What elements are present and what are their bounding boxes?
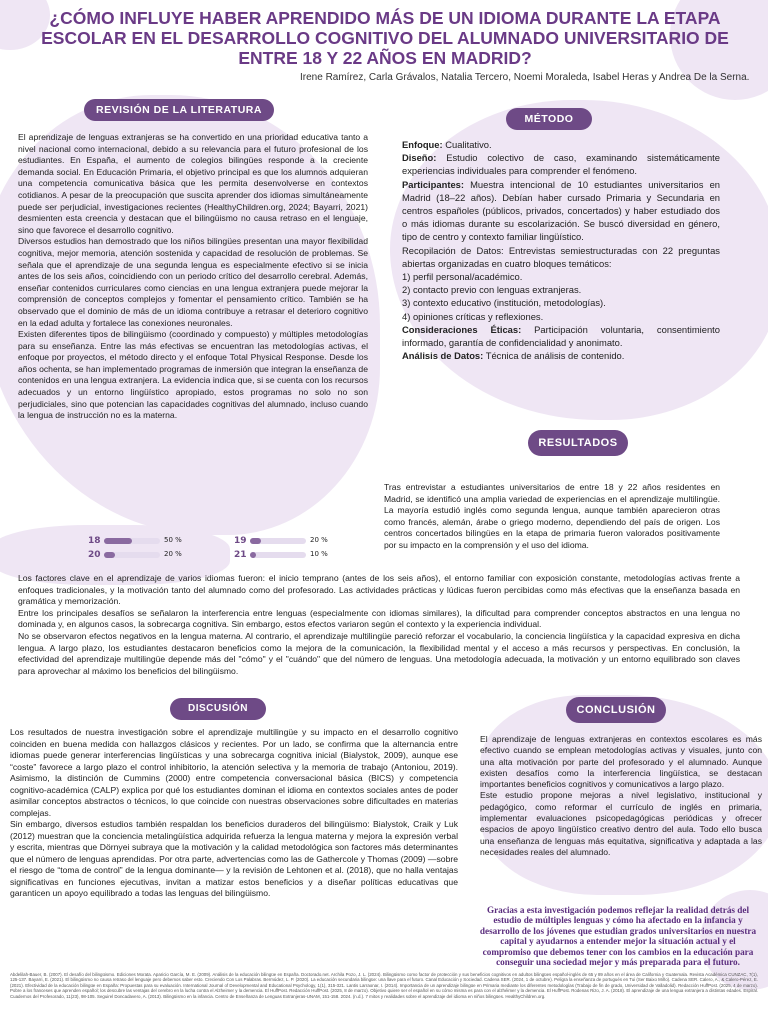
metodo-enfoque-value: Cualitativo. bbox=[442, 139, 492, 150]
age-stat-age: 18 bbox=[88, 536, 101, 546]
resultados-intro: Tras entrevistar a estudiantes universitarios de entre 18 y 22 años residentes en Madrid, se identificó una amplia variedad de experiencias en el aprendizaje multilingüe. La mayoría estudió inglés como segunda lengua, aunque también aparecieron otras como francés, alemán, árabe o griego moderno, dependiendo del país de origen. Los centros concertados bilingües en la etapa de primaria fueron valorados positivamente por su impacto en la comprensión y el uso del idioma. bbox=[384, 482, 720, 550]
revision-paragraph-1: El aprendizaje de lenguas extranjeras se ha convertido en una prioridad educativa tanto a nivel nacional como internacional, debido a su relevancia para el futuro profesional de los estudiantes. En España, el aumento de colegios bilingües responde a la creciente demanda social. En Educación Primaria, el objetivo principal es que los alumnos adquieran una competencia comunicativa básica que les permita desenvolverse en contextos cotidianos. A pesar de la preocupación que suscita aprender dos idiomas simultáneamente puede ser perjudicial, investigaciones recientes (HealthyChildren.org, 2024; Bayarri, 2021) desmienten esta creencia y destacan que el bilingüismo no causa retraso en el lenguaje, sino que favorece el desarrollo cognitivo. bbox=[18, 132, 368, 235]
metodo-eticas-label: Consideraciones Éticas: bbox=[402, 323, 522, 335]
age-stat-track bbox=[250, 552, 306, 558]
section-heading-discusion: DISCUSIÓN bbox=[170, 698, 266, 720]
age-stat-percent: 50 % bbox=[164, 536, 182, 544]
discusion-text bbox=[10, 727, 458, 900]
metodo-eticas bbox=[402, 323, 720, 349]
age-stat-fill bbox=[250, 552, 256, 558]
section-heading-resultados: RESULTADOS bbox=[528, 430, 628, 456]
metodo-analisis-label: Análisis de Datos: bbox=[402, 350, 484, 362]
revision-paragraph-2: Diversos estudios han demostrado que los niños bilingües presentan una mayor flexibilidad cognitiva, mejor memoria, atención sostenida y capacidad de resolución de problemas. Se señala que el aprendizaje de una segunda lengua es especialmente efectivo si se inicia antes de los seis años, coincidiendo con un periodo crítico del desarrollo cerebral. Además, enseñar contenidos curriculares como ciencias en una lengua extranjera puede mejorar la comprensión de conceptos complejos y fomentar el pensamiento crítico. También se ha observado que el dominio de más de un idioma contribuye a retrasar el deterioro cognitivo en la edad adulta y fortalece las conexiones neuronales. bbox=[18, 236, 368, 328]
discusion-paragraph-2: Sin embargo, diversos estudios también respaldan los beneficios duraderos del bilingüismo: Bialystok, Craik y Luk (2012) muestran que la conciencia metalingüística adquirida refuerza la lengua materna y mejora la expresión verbal y escrita, mientras que Dörnyei subraya que la motivación y la calidad metodológica son factores más determinantes que el número de lenguas aprendidas. Por otra parte, advertencias como las de Gathercole y Thomas (2009) —sobre el riesgo de “toma de control” de la lengua dominante— y la revisión de Lehtonen et al. (2018), que no halla ventajas significativas en funciones ejecutivas, invitan a matizar estos beneficios y a diseñar políticas educativas que garanticen un apoyo equilibrado a todas las lenguas del bilingüismo. bbox=[10, 819, 458, 898]
metodo-participantes-value: Muestra intencional de 10 estudiantes universitarios en Madrid (18–22 años). Debían haber cursado Primaria y Secundaria en centros españoles (públicos, privados, concertados) y haber estudiado dos o más idiomas durante su escolarización. Se buscó diversidad en género, tipo de centro y contexto familiar lingüístico. bbox=[402, 178, 720, 243]
metodo-bloque-3: 3) contexto educativo (institución, metodologías). bbox=[402, 297, 606, 309]
age-stat-percent: 20 % bbox=[164, 550, 182, 558]
section-heading-revision: REVISIÓN DE LA LITERATURA bbox=[84, 99, 274, 121]
metodo-diseno-value: Estudio colectivo de caso, examinando sistemáticamente experiencias individuales para comprender el fenómeno. bbox=[402, 152, 720, 177]
age-stat-track bbox=[104, 538, 160, 544]
resultados-paragraph-4: No se observaron efectos negativos en la lengua materna. Al contrario, el aprendizaje multilingüe pareció reforzar el vocabulario, la conciencia lingüística y la capacidad expresiva en dicha lengua. A largo plazo, los estudiantes destacaron beneficios como la mejora de la comunicación, la flexibilidad mental y el acceso a más recursos y perspectivas. En conclusión, la efectividad del aprendizaje multilingüe depende más del "cómo" y el "cuándo" que del número de lenguas. Una metodología adecuada, la motivación y un entorno equilibrado son claves para aprovechar al máximo los beneficios del bilingüismo. bbox=[18, 630, 740, 676]
acknowledgement-text: Gracias a esta investigación podemos reflejar la realidad detrás del estudio de múltiples lenguas y cómo ha afectado en la infancia y desarrollo de los jóvenes que estudian grados universitarios en nuestra capital y ayudarnos a entender mejor la situación actual y el compromiso que debemos tener con los cambios en la educación para conseguir una sociedad mejor y más preparada para el futuro. bbox=[479, 905, 757, 968]
age-stat-age: 20 bbox=[88, 550, 101, 560]
section-heading-metodo: MÉTODO bbox=[506, 108, 592, 130]
resultados-paragraph-3: Entre los principales desafíos se señalaron la interferencia entre lenguas (especialmente con idiomas similares), la dificultad para comprender conceptos abstractos en una lengua no dominada y, en algunos casos, la sobrecarga cognitiva. Sin embargo, estos efectos variaron según el contexto y la experiencia individual. bbox=[18, 607, 740, 630]
age-stat-row bbox=[88, 550, 188, 560]
metodo-bloque-1: 1) perfil personal/académico. bbox=[402, 271, 523, 283]
section-heading-conclusion: CONCLUSIÓN bbox=[566, 697, 666, 723]
age-stat-row bbox=[234, 550, 334, 560]
metodo-text bbox=[402, 138, 720, 362]
revision-paragraph-3: Existen diferentes tipos de bilingüismo (coordinado y compuesto) y múltiples metodologías para su enseñanza. Entre las más efectivas se encuentran las metodologías activas, el enfoque por proyectos, el método directo y el enfoque Total Physical Response. Desde los años ochenta, se han implementado programas de inmersión que integran la enseñanza de contenidos en una lengua extranjera. La evidencia indica que, si se cuenta con los recursos adecuados y un entorno lingüístico apropiado, estos programas no solo no son perjudiciales, sino que potencian las capacidades cognitivas del alumnado, incluso cuando la lengua de instrucción no es la materna. bbox=[18, 329, 368, 421]
age-stat-fill bbox=[104, 552, 115, 558]
metodo-participantes-label: Participantes: bbox=[402, 178, 464, 190]
metodo-eticas-value: Participación voluntaria, consentimiento informado, garantía de confidencialidad y anonimato. bbox=[402, 323, 720, 349]
age-stat-row bbox=[88, 536, 188, 546]
poster-title: ¿CÓMO INFLUYE HABER APRENDIDO MÁS DE UN IDIOMA DURANTE LA ETAPA ESCOLAR EN EL DESARROLLO COGNITIVO DEL ALUMNADO UNIVERSITARIO DE ENTRE 18 Y 22 AÑOS EN MADRID? bbox=[41, 8, 729, 68]
age-stat-age: 19 bbox=[234, 536, 247, 546]
metodo-diseno bbox=[402, 151, 720, 177]
metodo-participantes bbox=[402, 178, 720, 244]
metodo-bloque-2: 2) contacto previo con lenguas extranjeras. bbox=[402, 284, 582, 296]
metodo-analisis-value: Técnica de análisis de contenido. bbox=[483, 350, 625, 362]
poster-authors: Irene Ramírez, Carla Grávalos, Natalia Tercero, Noemi Moraleda, Isabel Heras y Andrea De la Serna. bbox=[300, 72, 750, 83]
age-stat-fill bbox=[104, 538, 132, 544]
age-stat-age: 21 bbox=[234, 550, 247, 560]
age-stat-percent: 20 % bbox=[310, 536, 328, 544]
metodo-enfoque-label: Enfoque: bbox=[402, 139, 443, 150]
resultados-paragraph-2: Los factores clave en el aprendizaje de varios idiomas fueron: el inicio temprano (antes de los seis años), el entorno familiar con exposición constante, metodologías activas frente a enfoques tradicionales, y la motivación tanto del alumnado como del profesorado. Las actividades prácticas y lúdicas fueron percibidas como más efectivas que la enseñanza basada en gramática y memorización. bbox=[18, 573, 740, 607]
resultados-text bbox=[18, 573, 740, 677]
conclusion-paragraph-1: El aprendizaje de lenguas extranjeras en contextos escolares es más efectivo cuando se emplean metodologías activas y visuales, junto con una alta motivación por parte del profesorado y el alumnado. Aunque existen desafíos como la interferencia lingüística, se destacan importantes beneficios cognitivos y comunicativos a largo plazo. bbox=[480, 734, 762, 790]
discusion-paragraph-1: Los resultados de nuestra investigación sobre el aprendizaje multilingüe y su impacto en el desarrollo cognitivo coinciden en buena medida con hallazgos clásicos y recientes. Por un lado, se confirma que la alternancia entre idiomas puede generar interferencias lingüísticas y una sobrecarga cognitiva inicial (Bialystok, 2009), aunque ese “coste” favorece a largo plazo el control inhibitorio, la atención selectiva y la memoria de trabajo (Antoniou, 2019). Asimismo, la distinción de Cummins (2000) entre competencia conversacional básica (BICS) y competencia cognitivo-académica (CALP) explica por qué los estudiantes dominan el idioma en contextos sociales antes de poder asimilar conceptos abstractos o técnicos, lo que coincide con nuestras observaciones sobre dificultades en materias complejas. bbox=[10, 727, 458, 818]
metodo-enfoque bbox=[402, 138, 720, 151]
metodo-recopilacion: Recopilación de Datos: Entrevistas semiestructuradas con 22 preguntas abiertas organizadas en cuatro bloques temáticos: bbox=[402, 244, 720, 269]
age-stat-track bbox=[250, 538, 306, 544]
conclusion-paragraph-2: Este estudio propone mejoras a nivel legislativo, institucional y pedagógico, como reformar el currículo de inglés en primaria, implementar evaluaciones psicopedagógicas periódicas y ofrecer espacios de apoyo lingüístico creativo dentro del aula. Todo ello busca una enseñanza de lenguas más equitativa, significativa y adaptada a las necesidades reales del alumnado. bbox=[480, 790, 762, 857]
metodo-diseno-label: Diseño: bbox=[402, 152, 437, 164]
metodo-analisis bbox=[402, 349, 720, 362]
conclusion-text bbox=[480, 734, 762, 858]
age-stat-row bbox=[234, 536, 334, 546]
revision-text bbox=[18, 132, 368, 422]
age-stat-fill bbox=[250, 538, 261, 544]
age-stat-percent: 10 % bbox=[310, 550, 328, 558]
metodo-bloque-4: 4) opiniones críticas y reflexiones. bbox=[402, 310, 544, 322]
references: Abdelilah-Bauer, B. (2007). El desafío del bilingüismo. Ediciones Morata. Aparicio García, M. E. (2009). Análisis de la educación bilingüe en España. Doctorado.net. Archila Pozo, J. L. (2024). Bilingüismo como factor de protección y sus beneficios cognitivos en adultos bilingües español-inglés de 65 y 89 años en el área de California y Guatemala. Revista Académica CUNZAC, 7(1), 125-137. Bayarri, E. (2021). El bilingüismo no causa retraso del lenguaje pero debemos saber esto. Creciendo Con Los Palabras. Bermúdez, L. P. (2020). La educación secundaria bilingüe: una llave para el futuro. Canal Educación y Sociedad. Cadena SER. (2024, 1 de octubre). Peligra la enseñanza de portugués en Tui (Ser Baixo Miño). Cadena SER. Calero, A., & Calero-Pérez, E. (2021). Efectividad de la educación bilingüe en España: Propuestas para su evaluación. International Journal of Developmental and Educational Psychology, 1(1), 315-321. Lantis Larraonar, I. (2014). Importancia de un aprendizaje bilingüe en Primaria mediante los diferentes metodologías (Trabajo de fin de grado, Universidad de Valladolid). Redacción HuffPost. (2025, 4 de marzo). Pobre a los franceses que aprenden español; los descubre las ventajas del cerebro en la lucha contra el Alzheimer y la demencia. El HuffPost. Redacción HuffPost. (2025, 8 de marzo). Objetivo quiere ser el español en su cómo misma es para con el alzhéimer y la demencia. El HuffPost. Rodenas Rizo, J. A. (2018). El aprendizaje de una lengua extranjera a distintas edades. Espiral. Cuadernos del Profesorado, 11(23), 98-105. Seguirel Doncadavero, A. (2013). Bilingüismo en la infancia. Centro de Enseñanza de Lenguas Extranjeras-UNAM, 151-158. 2024. (n.d.). 7 mitos y realidades sobre el aprendizaje del idioma en niños bilingües. HealthyChildren.org. bbox=[10, 972, 758, 999]
age-stat-track bbox=[104, 552, 160, 558]
